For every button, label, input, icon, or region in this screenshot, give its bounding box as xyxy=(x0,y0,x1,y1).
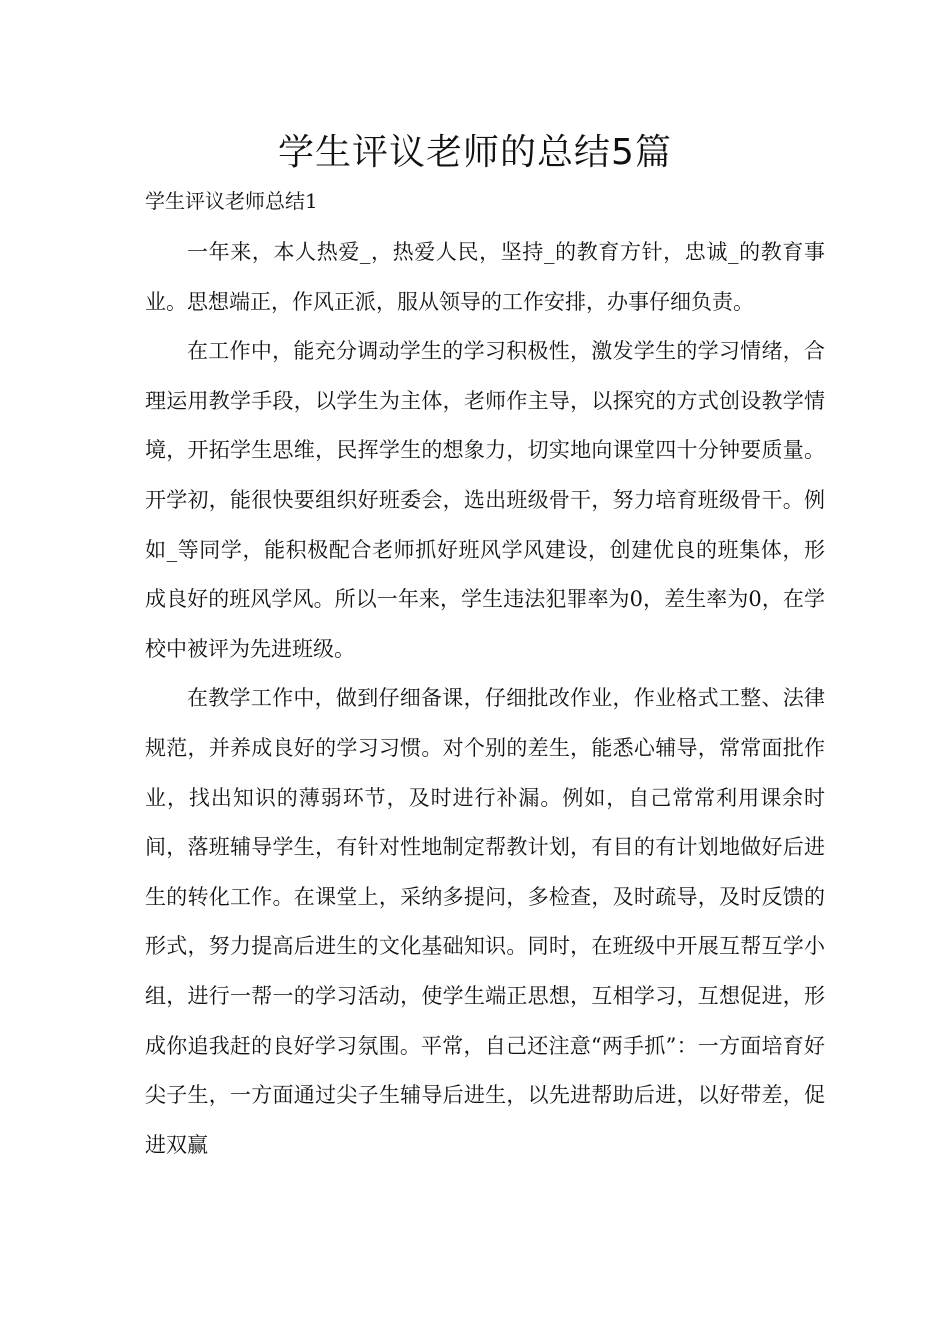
paragraph: 一年来，本人热爱_，热爱人民，坚持_的教育方针，忠诚_的教育事业。思想端正，作风正派，服从领导的工作安排，办事仔细负责。 xyxy=(145,240,825,314)
document-body xyxy=(145,228,825,1170)
paragraph: 在教学工作中，做到仔细备课，仔细批改作业，作业格式工整、法律规范，并养成良好的学习习惯。对个别的差生，能悉心辅导，常常面批作业，找出知识的薄弱环节，及时进行补漏。例如，自己常常利用课余时间，落班辅导学生，有针对性地制定帮教计划，有目的有计划地做好后进生的转化工作。在课堂上，采纳多提问，多检查，及时疏导，及时反馈的形式，努力提高后进生的文化基础知识。同时，在班级中开展互帮互学小组，进行一帮一的学习活动，使学生端正思想，互相学习，互想促进，形成你追我赶的良好学习氛围。平常，自己还注意“两手抓”：一方面培育好尖子生，一方面通过尖子生辅导后进生，以先进帮助后进，以好带差，促进双赢 xyxy=(145,686,825,1157)
paragraph: 在工作中，能充分调动学生的学习积极性，激发学生的学习情绪，合理运用教学手段，以学生为主体，老师作主导，以探究的方式创设教学情境，开拓学生思维，民挥学生的想象力，切实地向课堂四十分钟要质量。开学初，能很快要组织好班委会，选出班级骨干，努力培育班级骨干。例如_等同学，能积极配合老师抓好班风学风建设，创建优良的班集体，形成良好的班风学风。所以一年来，学生违法犯罪率为0，差生率为0，在学校中被评为先进班级。 xyxy=(145,339,825,661)
section-heading: 学生评议老师总结1 xyxy=(145,189,318,213)
document-title: 学生评议老师的总结5篇 xyxy=(278,132,672,173)
